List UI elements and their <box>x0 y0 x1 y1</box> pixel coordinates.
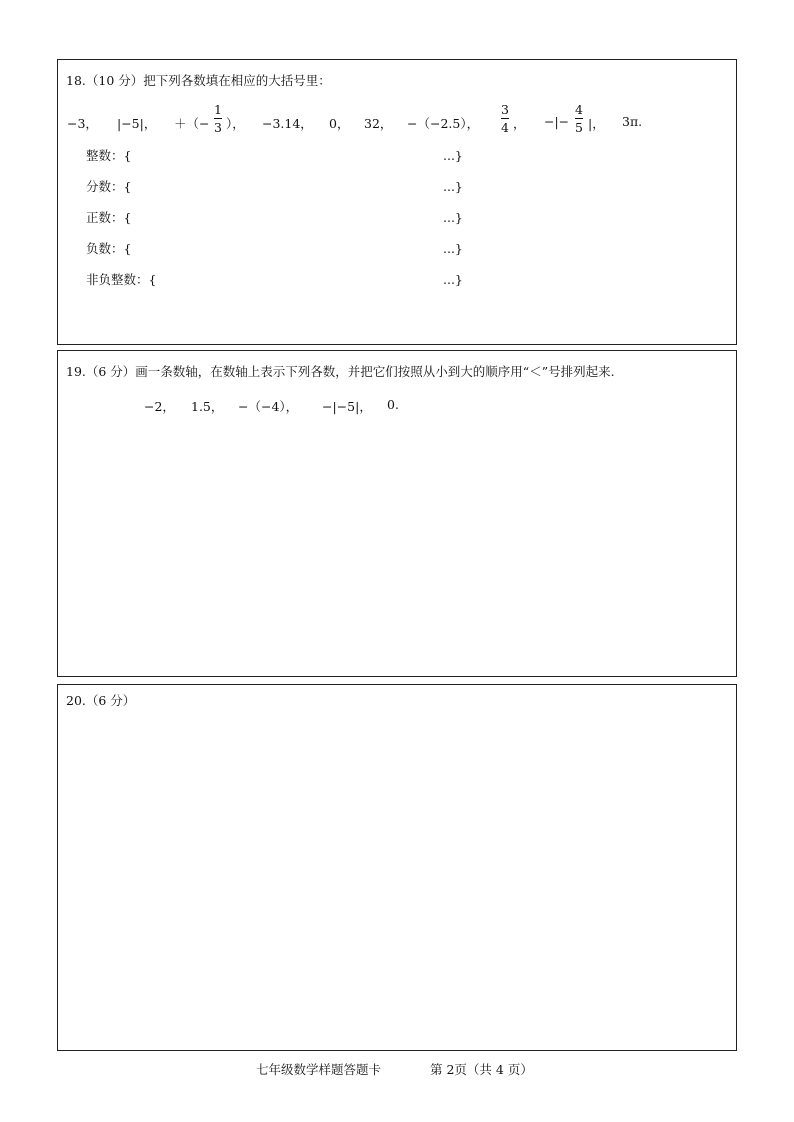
footer-page-info: 第 2页（共 4 页） <box>430 1062 533 1077</box>
number-neg-abs-neg-four-fifths-prefix: −|− <box>544 114 570 129</box>
number-3pi: 3π. <box>622 114 643 129</box>
number-abs-neg5: |−5|， <box>117 116 157 131</box>
fraction-denominator: 5 <box>575 120 583 135</box>
fraction-three-quarters <box>501 102 509 135</box>
q19-number-1-5: 1.5， <box>191 399 224 414</box>
question-18-title: 18.（10 分）把下列各数填在相应的大括号里： <box>66 73 331 88</box>
fraction-bar <box>214 118 222 119</box>
question-18-box <box>57 59 737 345</box>
category-fraction-label: 分数：{ <box>86 179 132 194</box>
footer-card-title: 七年级数学样题答题卡 <box>256 1062 382 1077</box>
category-positive-label: 正数：{ <box>86 210 132 225</box>
category-integer-label: 整数：{ <box>86 148 132 163</box>
category-negative-label: 负数：{ <box>86 241 132 256</box>
category-nonnegative-integer-end: ...} <box>443 272 463 287</box>
fraction-bar <box>501 118 509 119</box>
question-20-title: 20.（6 分） <box>66 693 136 708</box>
category-negative-end: ...} <box>443 241 463 256</box>
number-plus-neg-third-suffix: ）， <box>226 116 245 131</box>
number-neg-abs-neg-four-fifths-suffix: |， <box>588 116 605 131</box>
number-32: 32， <box>364 116 393 131</box>
category-nonnegative-integer-label: 非负整数：{ <box>86 272 157 287</box>
q19-number-neg2: −2， <box>144 399 175 414</box>
number-neg3: −3， <box>67 116 98 131</box>
fraction-denominator: 4 <box>501 120 509 135</box>
q19-number-neg-abs-neg5: −|−5|， <box>322 399 372 414</box>
q19-number-neg-neg4: −（−4）， <box>238 399 299 414</box>
fraction-denominator: 3 <box>214 120 222 135</box>
fraction-numerator: 3 <box>501 102 509 117</box>
q19-number-zero: 0. <box>387 397 399 412</box>
number-neg-3-14: −3.14， <box>262 116 313 131</box>
category-positive-end: ...} <box>443 210 463 225</box>
category-fraction-end: ...} <box>443 179 463 194</box>
fraction-numerator: 1 <box>214 102 222 117</box>
number-plus-neg-third-prefix: ＋（− <box>174 116 210 131</box>
number-zero: 0， <box>329 116 350 131</box>
question-19-box <box>57 350 737 677</box>
number-neg-neg-2-5: −（−2.5）， <box>407 116 480 131</box>
question-18-number-list <box>67 102 727 140</box>
fraction-four-fifths <box>575 102 583 135</box>
category-integer-end: ...} <box>443 148 463 163</box>
fraction-one-third <box>214 102 222 135</box>
question-20-box <box>57 684 737 1051</box>
number-three-quarters-suffix: ， <box>513 116 526 131</box>
fraction-bar <box>575 118 583 119</box>
question-19-title: 19.（6 分）画一条数轴，在数轴上表示下列各数，并把它们按照从小到大的顺序用“＜”号排列起来. <box>66 364 615 379</box>
fraction-numerator: 4 <box>575 102 583 117</box>
